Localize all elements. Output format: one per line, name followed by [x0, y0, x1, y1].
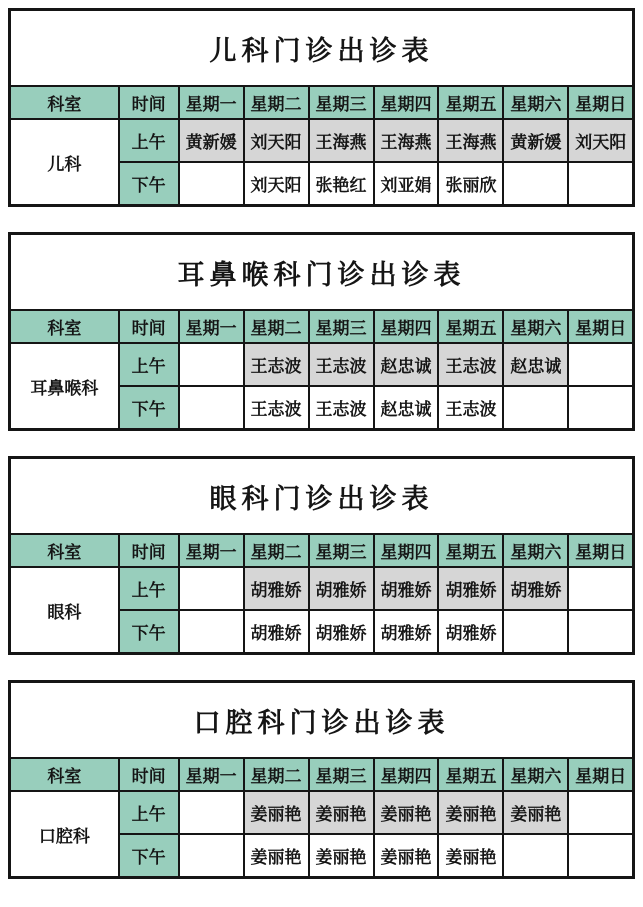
doctor-cell — [179, 343, 244, 386]
column-header-2: 时间 — [119, 310, 179, 343]
department-cell: 耳鼻喉科 — [10, 343, 119, 430]
doctor-cell: 黄新媛 — [503, 119, 568, 162]
time-cell-morning: 上午 — [119, 343, 179, 386]
column-header-2: 时间 — [119, 534, 179, 567]
doctor-cell: 胡雅娇 — [438, 610, 503, 654]
column-header-9: 星期日 — [568, 758, 633, 791]
title-row — [10, 682, 634, 759]
time-cell-morning: 上午 — [119, 791, 179, 834]
column-header-5: 星期三 — [309, 534, 374, 567]
schedule-table-3 — [8, 456, 635, 655]
doctor-cell: 姜丽艳 — [244, 834, 309, 878]
column-header-7: 星期五 — [438, 758, 503, 791]
doctor-cell: 姜丽艳 — [309, 834, 374, 878]
table-title: 儿科门诊出诊表 — [10, 10, 634, 87]
column-header-8: 星期六 — [503, 310, 568, 343]
header-row — [10, 86, 634, 119]
doctor-cell — [568, 343, 633, 386]
doctor-cell: 胡雅娇 — [438, 567, 503, 610]
morning-row — [10, 791, 634, 834]
doctor-cell: 王海燕 — [309, 119, 374, 162]
doctor-cell: 刘亚娟 — [374, 162, 439, 206]
doctor-cell — [179, 791, 244, 834]
doctor-cell — [568, 386, 633, 430]
doctor-cell: 刘天阳 — [244, 119, 309, 162]
column-header-3: 星期一 — [179, 758, 244, 791]
doctor-cell: 姜丽艳 — [309, 791, 374, 834]
column-header-2: 时间 — [119, 86, 179, 119]
department-cell: 口腔科 — [10, 791, 119, 878]
schedule-table-2 — [8, 232, 635, 431]
column-header-9: 星期日 — [568, 86, 633, 119]
doctor-cell: 赵忠诚 — [503, 343, 568, 386]
column-header-1: 科室 — [10, 758, 119, 791]
doctor-cell — [179, 834, 244, 878]
doctor-cell: 王海燕 — [438, 119, 503, 162]
doctor-cell: 张丽欣 — [438, 162, 503, 206]
column-header-7: 星期五 — [438, 86, 503, 119]
column-header-1: 科室 — [10, 534, 119, 567]
department-cell: 眼科 — [10, 567, 119, 654]
doctor-cell: 姜丽艳 — [438, 834, 503, 878]
doctor-cell: 胡雅娇 — [309, 567, 374, 610]
schedule-table-1 — [8, 8, 635, 207]
doctor-cell — [568, 834, 633, 878]
title-row — [10, 234, 634, 311]
column-header-8: 星期六 — [503, 86, 568, 119]
title-row — [10, 458, 634, 535]
doctor-cell: 王志波 — [309, 386, 374, 430]
column-header-3: 星期一 — [179, 310, 244, 343]
doctor-cell: 胡雅娇 — [503, 567, 568, 610]
column-header-8: 星期六 — [503, 534, 568, 567]
column-header-5: 星期三 — [309, 86, 374, 119]
header-row — [10, 758, 634, 791]
doctor-cell — [503, 386, 568, 430]
column-header-4: 星期二 — [244, 534, 309, 567]
doctor-cell: 张艳红 — [309, 162, 374, 206]
doctor-cell: 王海燕 — [374, 119, 439, 162]
doctor-cell — [503, 610, 568, 654]
column-header-6: 星期四 — [374, 86, 439, 119]
column-header-5: 星期三 — [309, 758, 374, 791]
doctor-cell: 王志波 — [438, 386, 503, 430]
table-title: 眼科门诊出诊表 — [10, 458, 634, 535]
column-header-4: 星期二 — [244, 310, 309, 343]
time-cell-afternoon: 下午 — [119, 834, 179, 878]
doctor-cell — [503, 834, 568, 878]
column-header-2: 时间 — [119, 758, 179, 791]
doctor-cell — [179, 162, 244, 206]
doctor-cell: 刘天阳 — [568, 119, 633, 162]
column-header-6: 星期四 — [374, 758, 439, 791]
doctor-cell: 姜丽艳 — [503, 791, 568, 834]
column-header-4: 星期二 — [244, 758, 309, 791]
doctor-cell: 黄新媛 — [179, 119, 244, 162]
doctor-cell: 胡雅娇 — [374, 610, 439, 654]
column-header-9: 星期日 — [568, 310, 633, 343]
column-header-4: 星期二 — [244, 86, 309, 119]
morning-row — [10, 567, 634, 610]
department-cell: 儿科 — [10, 119, 119, 206]
doctor-cell: 胡雅娇 — [244, 567, 309, 610]
doctor-cell: 赵忠诚 — [374, 386, 439, 430]
time-cell-afternoon: 下午 — [119, 386, 179, 430]
time-cell-morning: 上午 — [119, 119, 179, 162]
doctor-cell — [568, 610, 633, 654]
doctor-cell — [568, 791, 633, 834]
doctor-cell: 胡雅娇 — [309, 610, 374, 654]
schedule-table-4 — [8, 680, 635, 879]
time-cell-morning: 上午 — [119, 567, 179, 610]
doctor-cell: 王志波 — [309, 343, 374, 386]
time-cell-afternoon: 下午 — [119, 610, 179, 654]
morning-row — [10, 119, 634, 162]
doctor-cell: 姜丽艳 — [438, 791, 503, 834]
doctor-cell — [179, 386, 244, 430]
column-header-8: 星期六 — [503, 758, 568, 791]
doctor-cell: 姜丽艳 — [244, 791, 309, 834]
table-title: 耳鼻喉科门诊出诊表 — [10, 234, 634, 311]
column-header-9: 星期日 — [568, 534, 633, 567]
column-header-6: 星期四 — [374, 534, 439, 567]
doctor-cell — [568, 162, 633, 206]
doctor-cell — [503, 162, 568, 206]
doctor-cell — [179, 567, 244, 610]
doctor-cell: 王志波 — [244, 386, 309, 430]
column-header-7: 星期五 — [438, 534, 503, 567]
column-header-3: 星期一 — [179, 534, 244, 567]
header-row — [10, 534, 634, 567]
header-row — [10, 310, 634, 343]
doctor-cell — [179, 610, 244, 654]
column-header-3: 星期一 — [179, 86, 244, 119]
time-cell-afternoon: 下午 — [119, 162, 179, 206]
column-header-1: 科室 — [10, 310, 119, 343]
column-header-1: 科室 — [10, 86, 119, 119]
doctor-cell: 胡雅娇 — [244, 610, 309, 654]
doctor-cell: 刘天阳 — [244, 162, 309, 206]
column-header-6: 星期四 — [374, 310, 439, 343]
column-header-5: 星期三 — [309, 310, 374, 343]
doctor-cell — [568, 567, 633, 610]
table-title: 口腔科门诊出诊表 — [10, 682, 634, 759]
doctor-cell: 王志波 — [244, 343, 309, 386]
doctor-cell: 姜丽艳 — [374, 791, 439, 834]
doctor-cell: 王志波 — [438, 343, 503, 386]
doctor-cell: 赵忠诚 — [374, 343, 439, 386]
doctor-cell: 胡雅娇 — [374, 567, 439, 610]
doctor-cell: 姜丽艳 — [374, 834, 439, 878]
title-row — [10, 10, 634, 87]
column-header-7: 星期五 — [438, 310, 503, 343]
morning-row — [10, 343, 634, 386]
